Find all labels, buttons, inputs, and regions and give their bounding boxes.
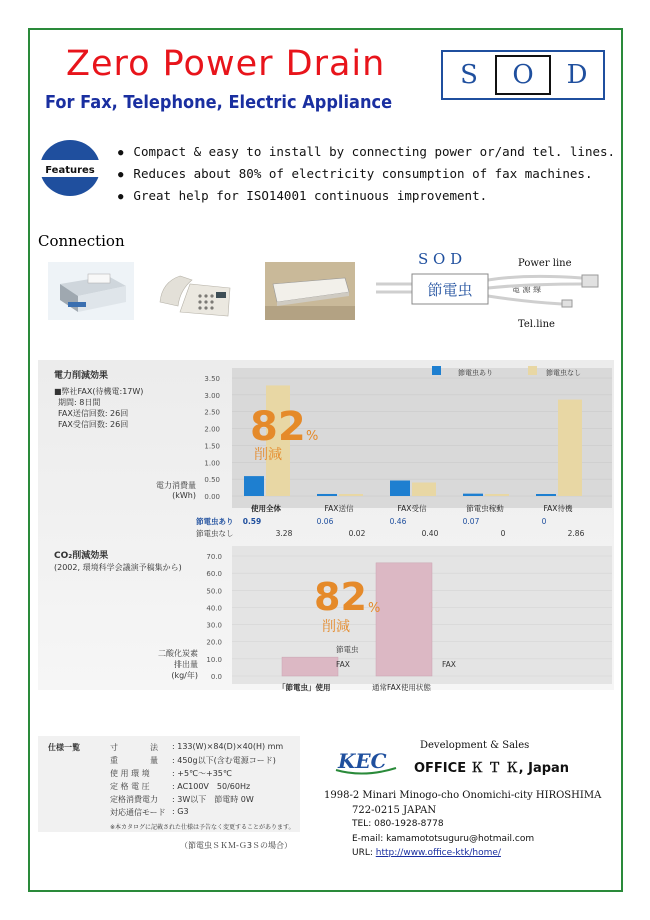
spec-note: ※本カタログに記載された仕様は予告なく変更することがあります。 <box>110 824 295 831</box>
feature-item: ● Great help for ISO14001 continuous improvement. <box>118 186 615 208</box>
connection-label: Connection <box>38 232 125 250</box>
page-title: Zero Power Drain <box>66 44 386 84</box>
company-tel: TEL: 080-1928-8778 <box>352 819 444 829</box>
category-label: FAX受信 <box>397 504 427 513</box>
data-value: 0 <box>541 517 547 526</box>
spec-value: : +5℃～+35℃ <box>172 769 232 778</box>
bar-with-sod <box>317 494 337 496</box>
spec-key: 対応通信モード <box>110 808 166 817</box>
chart2-title: CO₂削減効果 <box>54 551 109 561</box>
category-label: FAX送信 <box>324 504 354 513</box>
spec-key: 重 量 <box>110 756 158 765</box>
spec-title: 仕様一覧 <box>48 743 80 752</box>
spec-value: : 3W以下 節電時 0W <box>172 795 254 804</box>
row-label-with: 節電虫あり <box>196 517 234 526</box>
diagram-sod-label: S O D <box>418 250 463 268</box>
connection-diagram <box>376 240 612 332</box>
spec-value: : 450g以下(含む電源コード) <box>172 756 276 765</box>
features-badge <box>40 140 100 196</box>
spec-key: 寸 法 <box>110 743 158 752</box>
chart2-ylabel-line: 二酸化炭素 <box>158 649 198 658</box>
bar-label: FAX <box>442 660 456 669</box>
category-label: 通常FAX使用状態 <box>372 683 431 692</box>
data-value: 3.28 <box>275 529 293 538</box>
y-tick-label: 0.0 <box>210 673 222 681</box>
fax-machine-photo <box>48 262 134 320</box>
y-tick-label: 3.50 <box>204 375 220 383</box>
chart1-ylabel: 電力消費量 (kWh) <box>156 481 196 500</box>
tel-line-label: Tel.line <box>518 319 555 330</box>
chart1-title: 電力削減効果 <box>54 371 109 381</box>
data-value: 0.59 <box>242 517 262 526</box>
sod-logo <box>441 50 605 100</box>
data-value: 0.02 <box>348 529 366 538</box>
category-label: 節電虫稼動 <box>466 504 504 513</box>
power-line-jp-label: 電 源 線 <box>512 285 542 294</box>
url-label: URL: <box>352 848 373 858</box>
bar-without-sod <box>485 494 509 496</box>
page-subtitle: For Fax, Telephone, Electric Appliance <box>45 92 393 113</box>
y-tick-label: 10.0 <box>206 655 222 664</box>
row-label-without: 節電虫なし <box>196 529 234 538</box>
bar-with-sod <box>390 480 410 496</box>
features-list <box>118 142 615 208</box>
company-email: E-mail: kamamototsuguru@hotmail.com <box>352 834 535 844</box>
data-value: 0.46 <box>389 517 407 526</box>
kec-logo-text: KEC <box>338 749 387 773</box>
dev-sales-label: Development & Sales <box>420 740 530 751</box>
y-tick-label: 2.50 <box>204 408 220 417</box>
category-label: 「節電虫」使用 <box>278 683 331 692</box>
bar-without-sod <box>558 400 582 496</box>
company-name: OFFICE Ｋ Ｔ Ｋ, Japan <box>414 761 570 776</box>
data-value: 0.06 <box>316 517 334 526</box>
air-conditioner-photo <box>265 262 355 320</box>
bar-with-sod <box>244 476 264 496</box>
chart2-percent: 82 <box>314 575 367 619</box>
kec-logo <box>334 746 400 776</box>
features-badge-label: Features <box>45 165 95 176</box>
y-tick-label: 70.0 <box>206 553 222 561</box>
company-url-row <box>352 848 501 858</box>
spec-model: （節電虫ＳＫＭ-Ｇ3Ｓの場合） <box>180 841 292 850</box>
co2-reduction-chart <box>38 540 614 692</box>
sod-logo-o: O <box>495 55 551 95</box>
chart2-subtitle: (2002, 環境科学会議演予稿集から) <box>54 563 182 572</box>
legend-with-sod: 節電虫あり <box>458 369 493 377</box>
y-tick-label: 1.50 <box>204 442 220 451</box>
y-tick-label: 50.0 <box>206 587 222 596</box>
feature-item: ● Compact & easy to install by connecting power or/and tel. lines. <box>118 142 615 164</box>
telephone-photo <box>150 262 238 320</box>
category-label: 使用全体 <box>251 504 281 513</box>
chart1-note: FAX送信回数: 26回 <box>58 409 129 418</box>
y-tick-label: 3.00 <box>204 391 220 400</box>
chart1-note: ■弊社FAX(待機電:17W) <box>54 387 144 396</box>
data-value: 0 <box>500 529 506 538</box>
y-tick-label: 1.00 <box>204 459 220 468</box>
bar-label: FAX <box>336 660 350 669</box>
chart1-percent-unit: % <box>306 429 319 444</box>
chart2-ylabel-line: (kg/年) <box>171 671 198 680</box>
company-address: 1998-2 Minari Minogo-cho Onomichi-city HIROSHIMA <box>324 790 602 801</box>
data-value: 0.40 <box>421 529 439 538</box>
y-tick-label: 60.0 <box>206 570 222 579</box>
spec-key: 定 格 電 圧 <box>110 782 150 791</box>
chart1-reduction-label: 削減 <box>254 447 282 463</box>
bar-without-sod <box>339 494 363 496</box>
y-tick-label: 20.0 <box>206 638 222 647</box>
bar-without-sod <box>412 483 436 496</box>
spec-key: 定格消費電力 <box>110 795 158 804</box>
chart1-note: FAX受信回数: 26回 <box>58 420 129 429</box>
y-tick-label: 30.0 <box>206 621 222 630</box>
spec-value: : 133(W)×84(D)×40(H) mm <box>172 742 284 751</box>
legend-without-sod: 節電虫なし <box>546 369 581 377</box>
chart2-ylabel-line: 排出量 <box>174 660 198 669</box>
y-tick-label: 2.00 <box>204 425 220 434</box>
spec-value: : AC100V 50/60Hz <box>172 782 251 791</box>
data-value: 2.86 <box>567 529 585 538</box>
y-tick-label: 40.0 <box>206 604 222 613</box>
company-zip: 722-0215 JAPAN <box>352 805 437 816</box>
chart2-percent-unit: % <box>368 601 381 616</box>
sod-logo-d: D <box>566 60 588 90</box>
bar-with-sod <box>463 494 483 496</box>
feature-item: ● Reduces about 80% of electricity consumption of fax machines. <box>118 164 615 186</box>
chart1-percent: 82 <box>250 404 306 450</box>
power-reduction-chart <box>38 360 614 540</box>
y-tick-label: 0.50 <box>204 476 220 485</box>
data-value: 0.07 <box>462 517 480 526</box>
spec-key: 使 用 環 境 <box>110 769 150 778</box>
spec-value: : G3 <box>172 807 189 816</box>
co2-bar <box>282 657 338 676</box>
co2-bar <box>376 563 432 676</box>
y-tick-label: 0.00 <box>204 493 220 501</box>
chart1-note: 期間: 8日間 <box>58 398 101 407</box>
category-label: FAX待機 <box>543 504 573 513</box>
bar-with-sod <box>536 494 556 496</box>
diagram-product-name: 節電虫 <box>427 281 473 299</box>
power-line-label: Power line <box>518 258 572 269</box>
sod-logo-s: S <box>460 60 478 90</box>
chart2-reduction-label: 削減 <box>322 619 350 635</box>
company-url-link[interactable]: http://www.office-ktk/home/ <box>375 848 501 858</box>
bar-label: 節電虫 <box>336 645 359 654</box>
